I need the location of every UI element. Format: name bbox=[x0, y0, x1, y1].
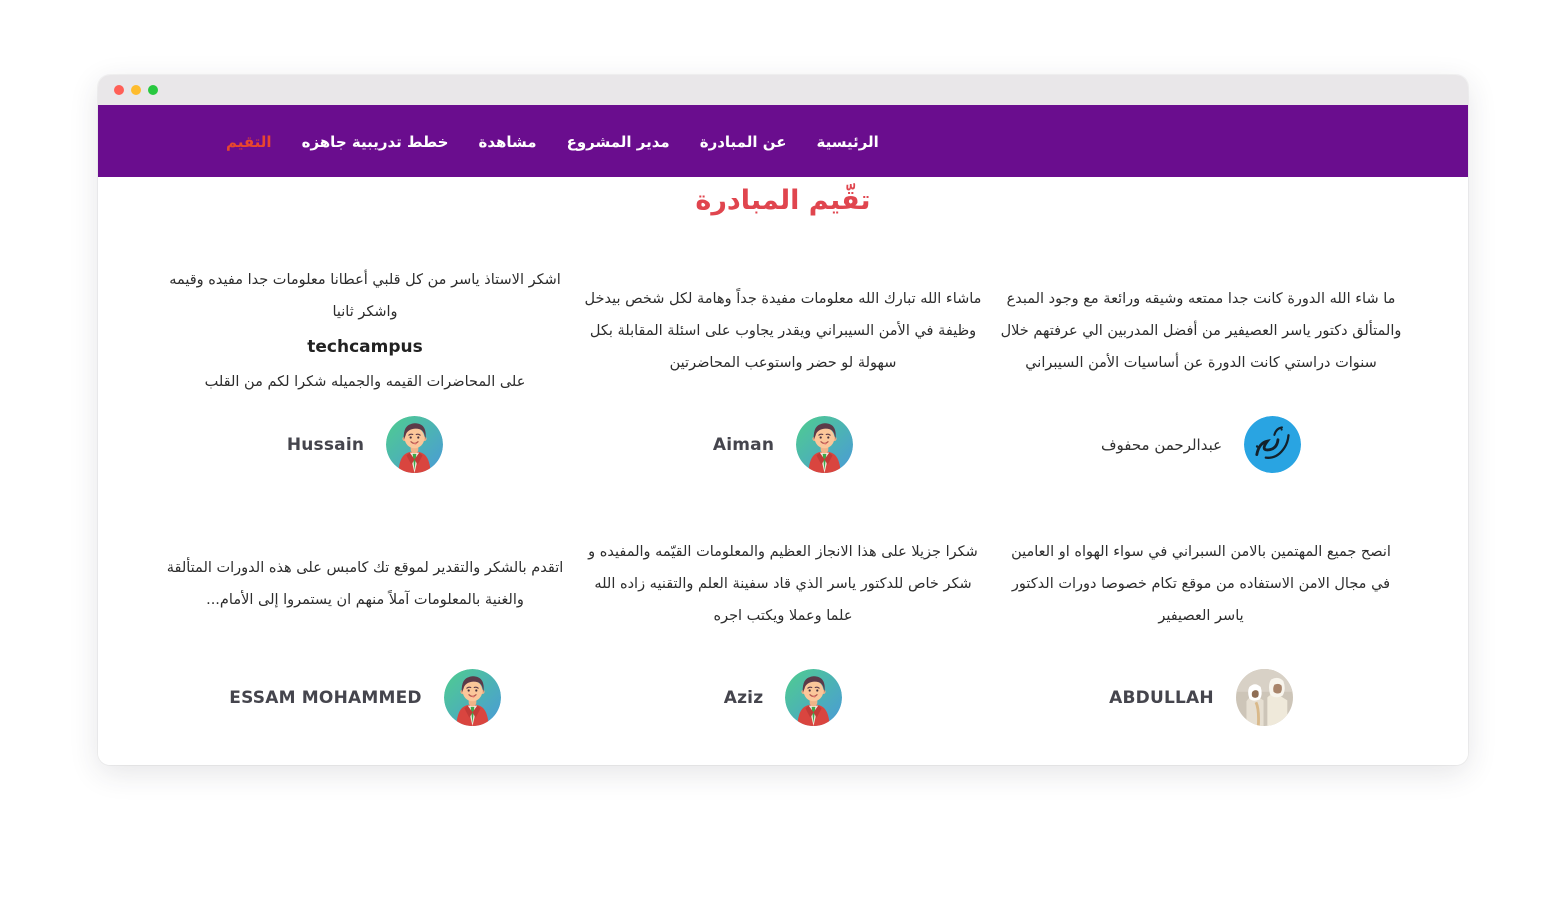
testimonial-author bbox=[1109, 669, 1293, 726]
nav-item-training-plans[interactable]: خطط تدريبية جاهزه bbox=[301, 132, 449, 151]
author-avatar-signature-icon bbox=[1244, 416, 1301, 473]
close-button[interactable] bbox=[114, 85, 124, 95]
window-titlebar bbox=[98, 75, 1468, 105]
testimonial-author bbox=[287, 416, 443, 473]
author-name: Aziz bbox=[723, 687, 764, 708]
minimize-button[interactable] bbox=[131, 85, 141, 95]
author-avatar-cartoon-boy-icon bbox=[785, 669, 842, 726]
testimonial-author bbox=[713, 416, 853, 473]
testimonial-text-part: اشكر الاستاذ ياسر من كل قلبي أعطانا معلومات جدا مفيده وقيمه واشكر ثانيا bbox=[169, 272, 561, 321]
author-avatar-cartoon-boy-icon bbox=[444, 669, 501, 726]
main-navbar bbox=[98, 105, 1468, 177]
testimonial-card bbox=[163, 272, 567, 473]
author-name: Aiman bbox=[712, 434, 775, 455]
testimonial-text: ماشاء الله تبارك الله معلومات مفيدة جداً وهامة لكل شخص بيدخل وظيفة في الأمن السيبراني ويقدر يجاوب على اسئلة المقابلة بكل سهولة لو حضر واستوعب المحاضرتين bbox=[584, 291, 982, 371]
testimonial-card bbox=[163, 535, 567, 726]
nav-item-about-initiative[interactable]: عن المبادرة bbox=[699, 132, 787, 151]
zoom-button[interactable] bbox=[148, 85, 158, 95]
testimonial-text: ما شاء الله الدورة كانت جدا ممتعه وشيقه ورائعة مع وجود المبدع والمتألق دكتور ياسر العصيفير من أفضل المدربين الي عرفتهم خلال سنوات دراستي كانت الدورة عن أساسيات الأمن السيبراني bbox=[1000, 291, 1402, 371]
author-name: ABDULLAH bbox=[1109, 687, 1214, 708]
testimonial-text: شكرا جزيلا على هذا الانجاز العظيم والمعلومات القيّمه والمفيده و شكر خاص للدكتور ياسر الذي قاد سفينة العلم والتقنيه زاده الله علما وعملا ويكتب اجره bbox=[588, 544, 978, 624]
nav-item-rating[interactable]: التقيم bbox=[226, 132, 272, 151]
browser-window bbox=[98, 75, 1468, 765]
testimonial-text bbox=[164, 272, 566, 390]
testimonial-text: اتقدم بالشكر والتقدير لموقع تك كامبس على هذه الدورات المتألقة والغنية بالمعلومات آملاً منهم ان يستمروا إلى الأمام... bbox=[166, 560, 564, 608]
testimonial-text-part: على المحاضرات القيمه والجميله شكرا لكم من القلب bbox=[204, 373, 526, 390]
nav-item-watch[interactable]: مشاهدة bbox=[478, 132, 537, 151]
author-avatar-cartoon-boy-icon bbox=[386, 416, 443, 473]
nav-item-project-manager[interactable]: مدير المشروع bbox=[566, 132, 670, 151]
testimonial-card bbox=[999, 282, 1403, 473]
testimonial-card bbox=[581, 535, 985, 726]
page-content bbox=[98, 177, 1468, 765]
author-name: ESSAM MOHAMMED bbox=[229, 687, 422, 708]
nav-item-home[interactable]: الرئيسية bbox=[816, 132, 879, 151]
testimonial-text: انصح جميع المهتمين بالامن السبراني في سواء الهواه او العامين في مجال الامن الاستفاده من موقع تكام خصوصا دورات الدكتور ياسر العصيفير bbox=[1011, 544, 1391, 624]
author-avatar-photo bbox=[1236, 669, 1293, 726]
brand-name: techcampus bbox=[307, 337, 423, 358]
testimonial-author bbox=[724, 669, 843, 726]
author-avatar-cartoon-boy-icon bbox=[796, 416, 853, 473]
testimonial-card bbox=[581, 282, 985, 473]
author-name: Hussain bbox=[286, 434, 365, 455]
nav-list bbox=[226, 132, 879, 151]
testimonial-author bbox=[1101, 416, 1301, 473]
page-title: تقّيم المبادرة bbox=[695, 185, 871, 216]
testimonials-grid bbox=[163, 272, 1403, 726]
author-name: عبدالرحمن محفوف bbox=[1100, 435, 1223, 454]
testimonial-card bbox=[999, 535, 1403, 726]
testimonial-author bbox=[229, 669, 500, 726]
